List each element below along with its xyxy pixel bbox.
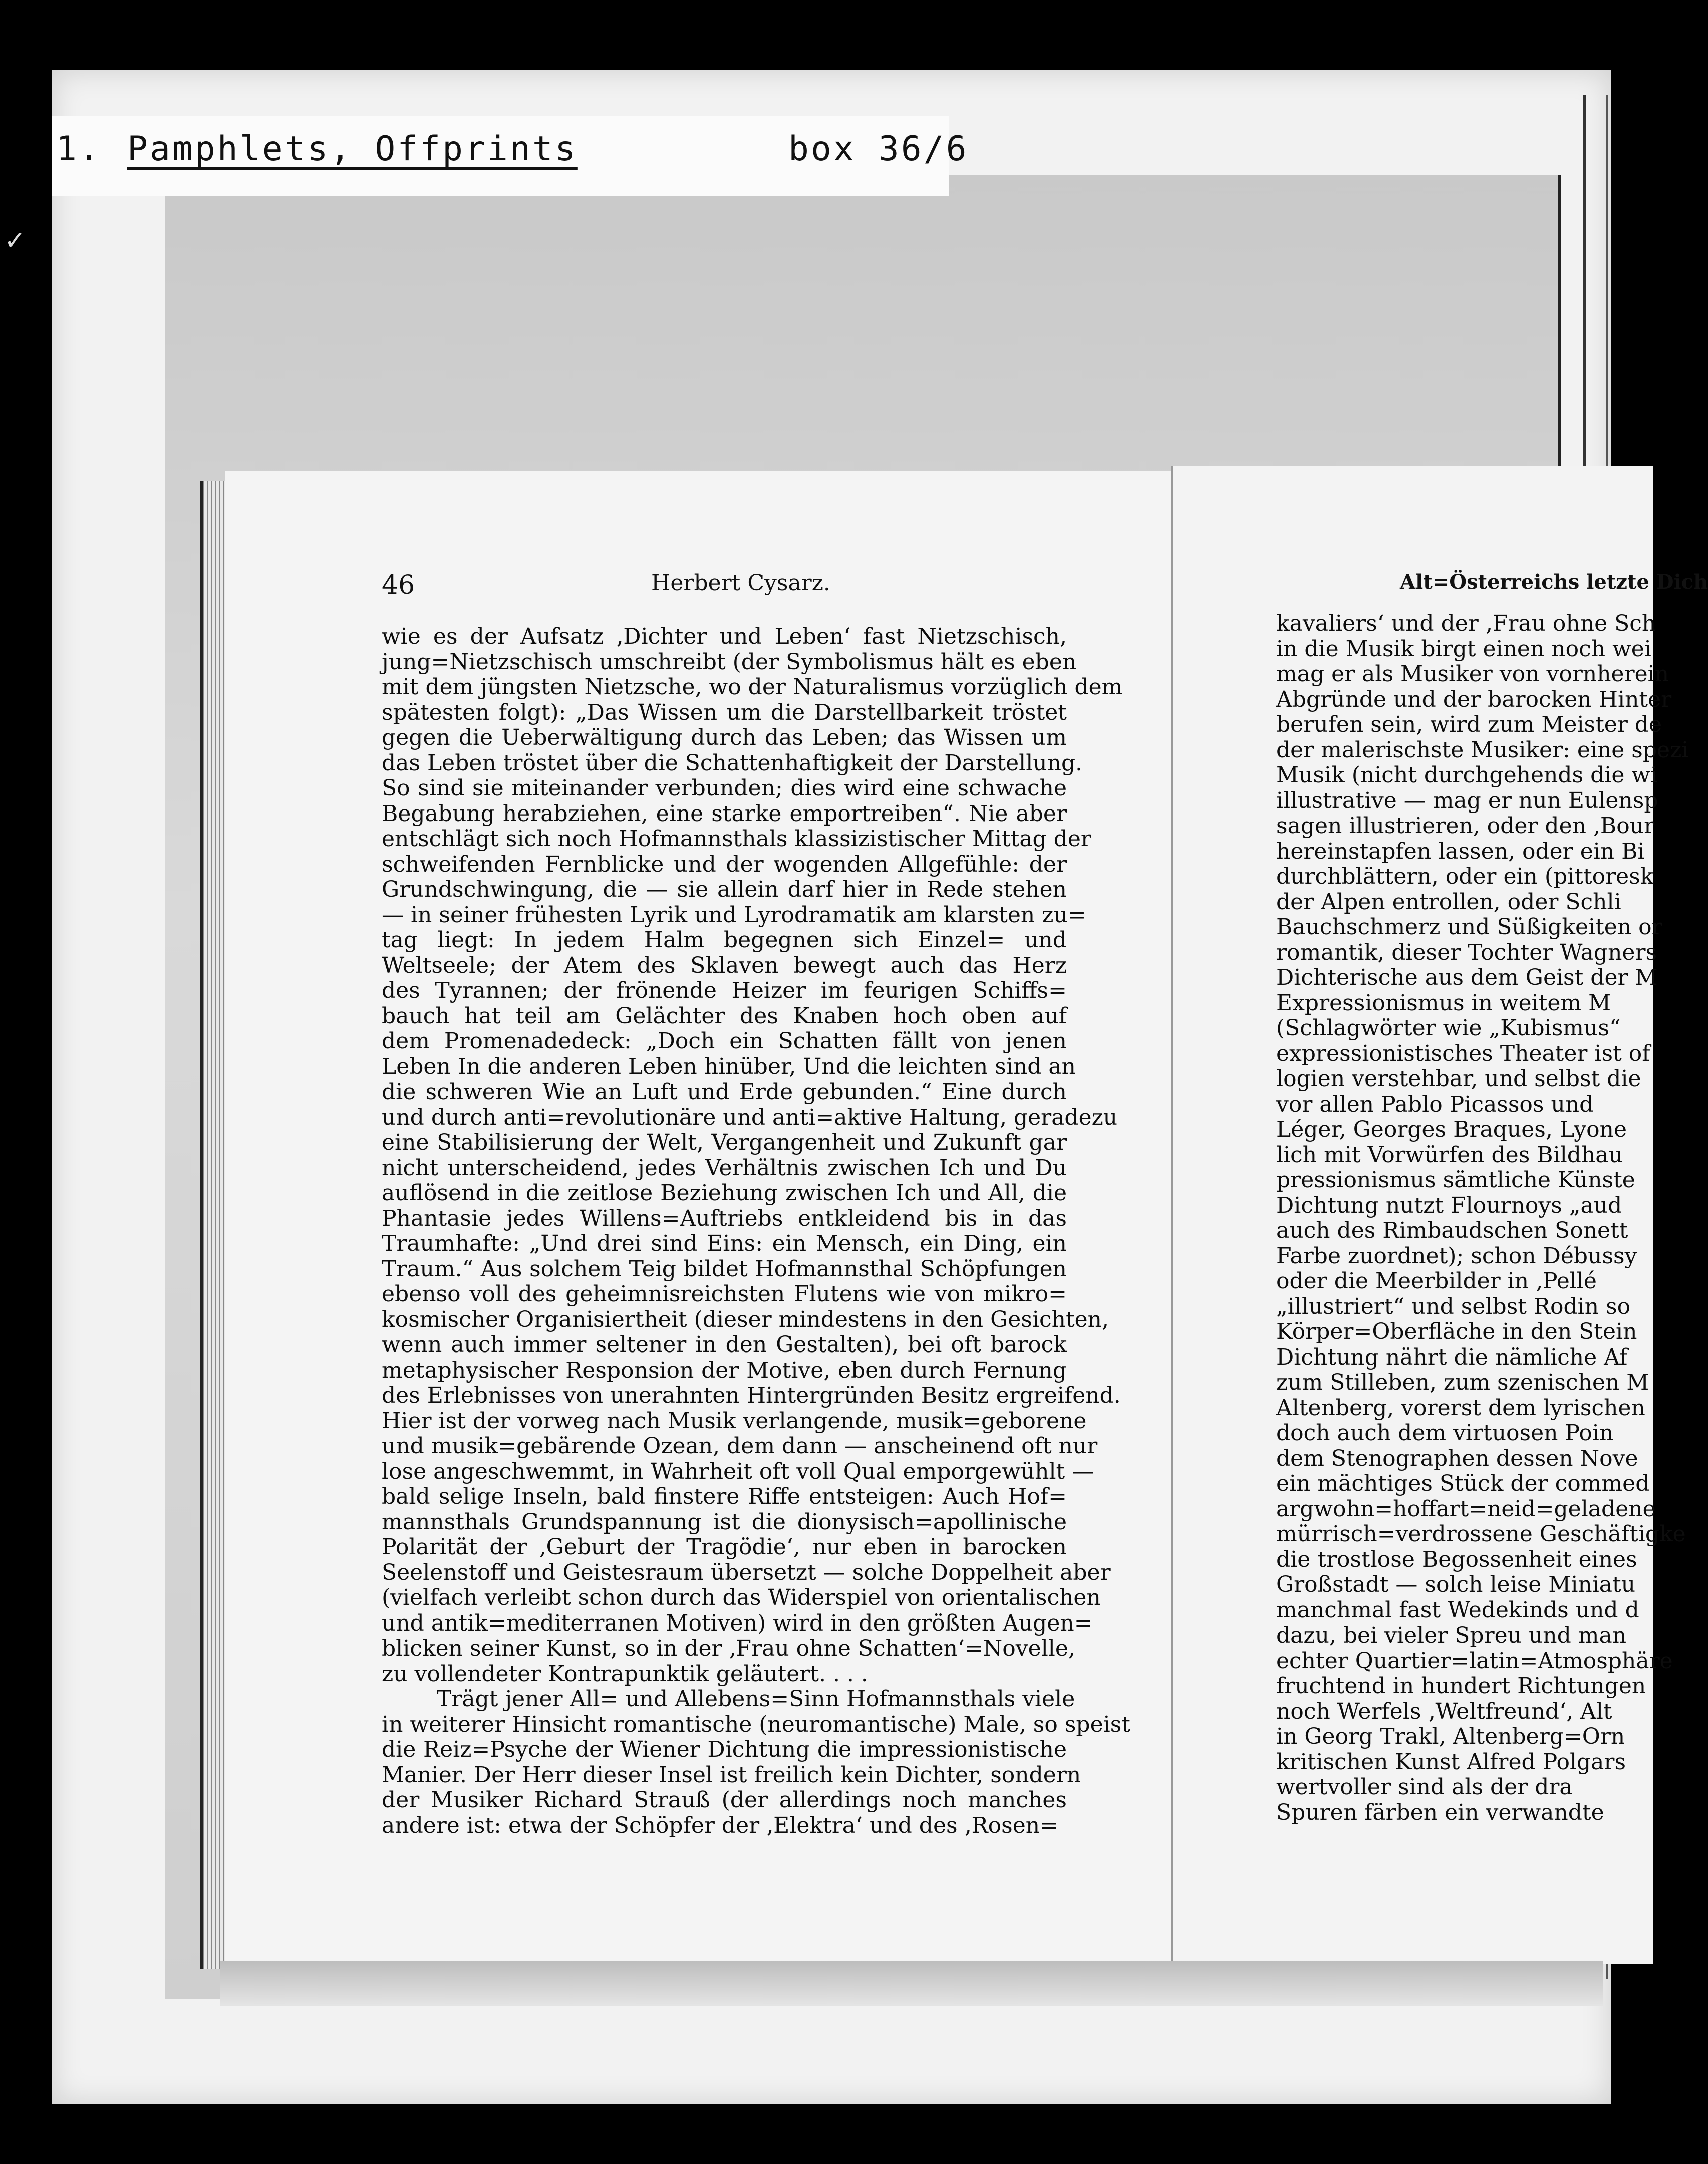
text-line: Weltseele; der Atem des Sklaven bewegt auch das Herz (382, 952, 1067, 978)
text-line: Traumhafte: „Und drei sind Eins: ein Mensch, ein Ding, ein (382, 1231, 1067, 1256)
text-line: (vielfach verleibt schon durch das Widerspiel von orientalischen (382, 1585, 1101, 1610)
text-line: tag liegt: In jedem Halm begegnen sich Einzel= und (382, 927, 1067, 953)
text-line: Polarität der ‚Geburt der Tragödie‘, nur eben in barocken (382, 1534, 1067, 1560)
left-page-body-text (382, 624, 1130, 1838)
text-line: die schweren Wie an Luft und Erde gebunden.“ Eine durch (382, 1079, 1067, 1105)
text-line: Trägt jener All= und Allebens=Sinn Hofmannsthals viele (437, 1686, 1075, 1712)
text-line: mag er als Musiker von vornherein (1276, 661, 1669, 687)
text-line: zum Stilleben, zum szenischen M (1276, 1370, 1649, 1395)
page-number: 46 (382, 570, 415, 600)
text-line: lose angeschwemmt, in Wahrheit oft voll Qual emporgewühlt — (382, 1458, 1094, 1484)
text-line: Bauchschmerz und Süßigkeiten or (1276, 914, 1662, 940)
text-line: So sind sie miteinander verbunden; dies wird eine schwache (382, 775, 1067, 801)
text-line: noch Werfels ‚Weltfreund‘, Alt (1276, 1698, 1612, 1724)
archive-label-category: Pamphlets, Offprints (127, 129, 578, 169)
text-line: romantik, dieser Tochter Wagners (1276, 939, 1657, 965)
text-line: mit dem jüngsten Nietzsche, wo der Naturalismus vorzüglich dem (382, 674, 1123, 700)
text-line: in Georg Trakl, Altenberg=Orn (1276, 1724, 1625, 1749)
text-line: Begabung herabziehen, eine starke emportreiben“. Nie aber (382, 800, 1067, 827)
text-line: in die Musik birgt einen noch wei (1276, 636, 1651, 662)
text-line: echter Quartier=latin=Atmosphäre (1276, 1648, 1673, 1674)
running-head-author: Herbert Cysarz. (651, 570, 830, 596)
text-line: pressionismus sämtliche Künste (1276, 1167, 1635, 1193)
text-line: Großstadt — solch leise Miniatu (1276, 1572, 1636, 1597)
text-line: sagen illustrieren, oder den ‚Bour (1276, 813, 1655, 839)
text-line: kritischen Kunst Alfred Polgars (1276, 1749, 1626, 1775)
text-line: der Alpen entrollen, oder Schli (1276, 889, 1621, 915)
text-line: expressionistisches Theater ist of (1276, 1040, 1650, 1066)
text-line: kosmischer Organisiertheit (dieser mindestens in den Gesichten, (382, 1306, 1109, 1332)
text-line: Musik (nicht durchgehends die wi (1276, 762, 1658, 788)
text-line: kavaliers‘ und der ‚Frau ohne Sch (1276, 611, 1656, 636)
text-line: metaphysischer Responsion der Motive, eben durch Fernung (382, 1357, 1067, 1383)
text-line: der Musiker Richard Strauß (der allerdings noch manches (382, 1787, 1067, 1813)
text-line: lich mit Vorwürfen des Bildhau (1276, 1142, 1623, 1168)
text-line: (Schlagwörter wie „Kubismus“ (1276, 1015, 1621, 1041)
text-line: ebenso voll des geheimnisreichsten Flutens wie von mikro= (382, 1281, 1067, 1307)
page-bottom-shadow (220, 1961, 1603, 2006)
text-line: bald selige Inseln, bald finstere Riffe entsteigen: Auch Hof= (382, 1484, 1067, 1509)
text-line: nicht unterscheidend, jedes Verhältnis zwischen Ich und Du (382, 1155, 1067, 1181)
text-line: Spuren färben ein verwandte (1276, 1799, 1604, 1825)
text-line: Hier ist der vorweg nach Musik verlangende, musik=geborene (382, 1408, 1087, 1434)
text-line: wie es der Aufsatz ‚Dichter und Leben‘ fast Nietzschisch, (382, 624, 1067, 649)
text-line: berufen sein, wird zum Meister de (1276, 712, 1662, 737)
text-line: das Leben tröstet über die Schattenhaftigkeit der Darstellung. (382, 750, 1083, 776)
text-line: der malerischste Musiker: eine spezi (1276, 737, 1689, 763)
text-line: auch des Rimbaudschen Sonett (1276, 1218, 1628, 1243)
text-line: spätesten folgt): „Das Wissen um die Darstellbarkeit tröstet (382, 699, 1067, 725)
text-line: gegen die Ueberwältigung durch das Leben; das Wissen um (382, 725, 1067, 750)
text-line: eine Stabilisierung der Welt, Vergangenheit und Zukunft gar (382, 1130, 1067, 1155)
text-line: und antik=mediterranen Motiven) wird in den größten Augen= (382, 1610, 1093, 1636)
text-line: des Erlebnisses von unerahnten Hintergründen Besitz ergreifend. (382, 1383, 1121, 1408)
text-line: wertvoller sind als der dra (1276, 1774, 1573, 1800)
text-line: des Tyrannen; der frönende Heizer im feurigen Schiffs= (382, 978, 1067, 1003)
text-line: mannsthals Grundspannung ist die dionysisch=apollinische (382, 1509, 1067, 1535)
text-line: — in seiner frühesten Lyrik und Lyrodramatik am klarsten zu= (382, 902, 1086, 928)
text-line: Léger, Georges Braques, Lyone (1276, 1117, 1627, 1142)
text-line: mürrisch=verdrossene Geschäftigke (1276, 1521, 1686, 1547)
text-line: dem Stenographen dessen Nove (1276, 1445, 1638, 1471)
text-line: vor allen Pablo Picassos und (1276, 1091, 1594, 1117)
text-line: Seelenstoff und Geistesraum übersetzt — solche Doppelheit aber (382, 1559, 1111, 1585)
text-line: Dichtung nutzt Flournoys „aud (1276, 1192, 1622, 1218)
text-line: die trostlose Begossenheit eines (1276, 1546, 1637, 1572)
text-line: Altenberg, vorerst dem lyrischen (1276, 1395, 1645, 1421)
text-line: Manier. Der Herr dieser Insel ist freilich kein Dichter, sondern (382, 1762, 1081, 1788)
text-line: auflösend in die zeitlose Beziehung zwischen Ich und All, die (382, 1180, 1067, 1206)
text-line: schweifenden Fernblicke und der wogenden Allgefühle: der (382, 851, 1067, 877)
text-line: manchmal fast Wedekinds und d (1276, 1597, 1639, 1623)
text-line: doch auch dem virtuosen Poin (1276, 1420, 1614, 1446)
text-line: Farbe zuordnet); schon Débussy (1276, 1243, 1637, 1269)
text-line: blicken seiner Kunst, so in der ‚Frau ohne Schatten‘=Novelle, (382, 1636, 1075, 1661)
text-line: die Reiz=Psyche der Wiener Dichtung die impressionistische (382, 1737, 1067, 1762)
text-line: Phantasie jedes Willens=Auftriebs entkleidend bis in das (382, 1205, 1067, 1231)
text-line: oder die Meerbilder in ‚Pellé (1276, 1268, 1597, 1294)
text-line: Grundschwingung, die — sie allein darf hier in Rede stehen (382, 877, 1067, 902)
text-line: fruchtend in hundert Richtungen (1276, 1673, 1646, 1699)
text-line: zu vollendeter Kontrapunktik geläutert. . . . (382, 1661, 868, 1687)
tick-mark-icon: ✓ (4, 226, 26, 256)
text-line: Traum.“ Aus solchem Teig bildet Hofmannsthal Schöpfungen (382, 1256, 1067, 1282)
right-page-body-text (1276, 611, 1689, 1825)
text-line: jung=Nietzschisch umschreibt (der Symbolismus hält es eben (382, 649, 1077, 675)
archive-label-box: box 36/6 (788, 129, 969, 169)
text-line: hereinstapfen lassen, oder ein Bi (1276, 838, 1645, 864)
text-line: Dichterische aus dem Geist der M (1276, 965, 1658, 990)
text-line: bauch hat teil am Gelächter des Knaben hoch oben auf (382, 1003, 1067, 1029)
archive-label (52, 116, 969, 196)
text-line: und musik=gebärende Ozean, dem dann — anscheinend oft nur (382, 1433, 1098, 1459)
text-line: durchblättern, oder ein (pittoresk (1276, 864, 1654, 889)
text-line: in weiterer Hinsicht romantische (neuromantische) Male, so speist (382, 1711, 1130, 1737)
text-line: Dichtung nährt die nämliche Af (1276, 1344, 1628, 1370)
text-line: dazu, bei vieler Spreu und man (1276, 1622, 1627, 1648)
text-line: und durch anti=revolutionäre und anti=aktive Haltung, geradezu (382, 1104, 1118, 1130)
text-line: andere ist: etwa der Schöpfer der ‚Elektra‘ und des ‚Rosen= (382, 1812, 1058, 1838)
running-head-title: Alt=Österreichs letzte Dich (1400, 570, 1708, 594)
text-line: dem Promenadedeck: „Doch ein Schatten fällt von jenen (382, 1028, 1067, 1054)
text-line: Abgründe und der barocken Hinter (1276, 686, 1672, 712)
text-line: Expressionismus in weitem M (1276, 990, 1611, 1016)
text-line: illustrative — mag er nun Eulensp (1276, 787, 1658, 814)
text-line: wenn auch immer seltener in den Gestalten), bei oft barock (382, 1332, 1067, 1358)
text-line: argwohn=hoffart=neid=geladene (1276, 1496, 1656, 1522)
text-line: ein mächtiges Stück der commed (1276, 1471, 1650, 1496)
archive-label-number: 1. (56, 129, 101, 169)
text-line: logien verstehbar, und selbst die (1276, 1066, 1641, 1092)
text-line: Leben In die anderen Leben hinüber, Und die leichten sind an (382, 1053, 1076, 1079)
text-line: Körper=Oberfläche in den Stein (1276, 1319, 1637, 1344)
text-line: entschlägt sich noch Hofmannsthals klassizistischer Mittag der (382, 826, 1091, 852)
text-line: „illustriert“ und selbst Rodin so (1276, 1293, 1631, 1319)
